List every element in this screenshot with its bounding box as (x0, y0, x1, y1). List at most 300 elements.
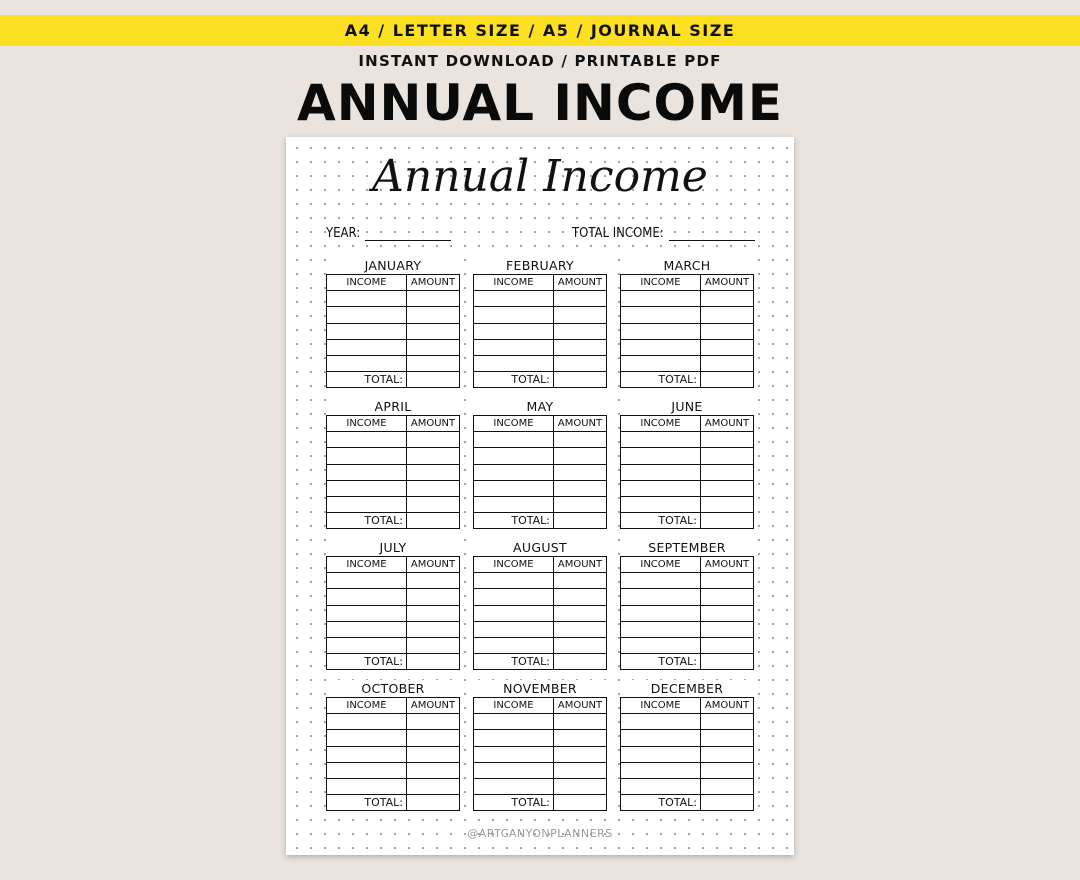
total-label: TOTAL: (327, 795, 407, 811)
income-cell (621, 714, 701, 730)
table-row (474, 589, 607, 605)
amount-column-header: AMOUNT (554, 557, 607, 573)
income-cell (327, 621, 407, 637)
total-row (474, 372, 607, 388)
income-cell (621, 448, 701, 464)
table-row (474, 637, 607, 653)
amount-cell (407, 448, 460, 464)
table-row (327, 496, 460, 512)
income-cell (327, 589, 407, 605)
amount-cell (554, 355, 607, 371)
month-block-september (620, 539, 754, 670)
amount-cell (554, 480, 607, 496)
income-cell (621, 432, 701, 448)
amount-cell (407, 464, 460, 480)
income-cell (621, 605, 701, 621)
table-row (327, 714, 460, 730)
table-header-row (621, 698, 754, 714)
month-block-may (473, 398, 607, 529)
table-row (327, 762, 460, 778)
amount-cell (701, 621, 754, 637)
year-field (326, 226, 451, 241)
total-amount-cell (701, 372, 754, 388)
total-amount-cell (554, 795, 607, 811)
income-column-header: INCOME (621, 275, 701, 291)
amount-cell (554, 589, 607, 605)
amount-cell (701, 762, 754, 778)
amount-cell (554, 339, 607, 355)
income-column-header: INCOME (327, 698, 407, 714)
month-block-november (473, 680, 607, 811)
amount-cell (407, 746, 460, 762)
income-cell (474, 464, 554, 480)
amount-cell (701, 589, 754, 605)
income-cell (327, 307, 407, 323)
income-cell (327, 605, 407, 621)
table-row (474, 746, 607, 762)
month-block-june (620, 398, 754, 529)
table-row (621, 307, 754, 323)
table-row (474, 464, 607, 480)
table-row (327, 778, 460, 794)
income-cell (327, 714, 407, 730)
subtitle: INSTANT DOWNLOAD / PRINTABLE PDF (358, 52, 722, 70)
table-row (327, 464, 460, 480)
watermark: @ARTCANYONPLANNERS (467, 827, 613, 840)
table-header-row (621, 557, 754, 573)
table-row (621, 762, 754, 778)
amount-cell (701, 307, 754, 323)
table-row (327, 730, 460, 746)
amount-cell (554, 307, 607, 323)
income-cell (474, 432, 554, 448)
month-block-january (326, 257, 460, 388)
income-cell (621, 480, 701, 496)
amount-cell (407, 480, 460, 496)
amount-cell (701, 355, 754, 371)
amount-column-header: AMOUNT (407, 275, 460, 291)
income-cell (474, 448, 554, 464)
table-row (474, 339, 607, 355)
amount-cell (701, 464, 754, 480)
amount-cell (407, 730, 460, 746)
income-column-header: INCOME (621, 698, 701, 714)
total-label: TOTAL: (621, 372, 701, 388)
amount-cell (701, 339, 754, 355)
table-header-row (621, 275, 754, 291)
amount-cell (701, 480, 754, 496)
income-cell (474, 323, 554, 339)
month-table (620, 274, 754, 388)
total-amount-cell (407, 513, 460, 529)
total-income-label: TOTAL INCOME: (572, 226, 664, 241)
income-cell (327, 762, 407, 778)
amount-cell (701, 573, 754, 589)
amount-cell (407, 291, 460, 307)
amount-cell (701, 605, 754, 621)
month-block-december (620, 680, 754, 811)
income-cell (327, 573, 407, 589)
amount-cell (407, 605, 460, 621)
month-name: FEBRUARY (473, 257, 607, 274)
income-column-header: INCOME (474, 275, 554, 291)
table-row (474, 605, 607, 621)
amount-cell (554, 573, 607, 589)
month-name: JUNE (620, 398, 754, 415)
income-column-header: INCOME (474, 416, 554, 432)
top-banner (0, 15, 1080, 46)
table-row (474, 730, 607, 746)
income-column-header: INCOME (621, 557, 701, 573)
total-amount-cell (407, 372, 460, 388)
income-cell (474, 480, 554, 496)
table-row (621, 573, 754, 589)
table-header-row (474, 698, 607, 714)
total-label: TOTAL: (474, 372, 554, 388)
income-cell (474, 714, 554, 730)
month-name: APRIL (326, 398, 460, 415)
month-name: AUGUST (473, 539, 607, 556)
income-column-header: INCOME (327, 416, 407, 432)
table-row (621, 448, 754, 464)
total-row (621, 513, 754, 529)
income-cell (621, 589, 701, 605)
income-cell (327, 464, 407, 480)
income-cell (474, 291, 554, 307)
income-cell (621, 573, 701, 589)
income-cell (327, 339, 407, 355)
total-amount-cell (554, 654, 607, 670)
amount-column-header: AMOUNT (407, 416, 460, 432)
income-cell (327, 480, 407, 496)
income-column-header: INCOME (327, 557, 407, 573)
table-row (327, 323, 460, 339)
income-cell (474, 621, 554, 637)
income-cell (327, 355, 407, 371)
table-row (474, 714, 607, 730)
table-row (474, 778, 607, 794)
total-label: TOTAL: (327, 654, 407, 670)
table-row (327, 448, 460, 464)
sheet-title: Annual Income (372, 151, 708, 202)
amount-cell (407, 573, 460, 589)
total-income-line (669, 228, 755, 241)
banner-text: A4 / LETTER SIZE / A5 / JOURNAL SIZE (344, 21, 736, 40)
amount-cell (407, 762, 460, 778)
amount-cell (407, 621, 460, 637)
total-label: TOTAL: (474, 513, 554, 529)
table-row (327, 621, 460, 637)
amount-cell (701, 746, 754, 762)
amount-cell (407, 589, 460, 605)
income-cell (474, 339, 554, 355)
amount-column-header: AMOUNT (701, 416, 754, 432)
income-cell (621, 730, 701, 746)
total-row (621, 372, 754, 388)
table-row (621, 355, 754, 371)
total-label: TOTAL: (621, 654, 701, 670)
table-row (621, 730, 754, 746)
amount-cell (554, 637, 607, 653)
total-row (327, 654, 460, 670)
month-name: JANUARY (326, 257, 460, 274)
income-cell (621, 762, 701, 778)
income-cell (327, 778, 407, 794)
amount-cell (701, 496, 754, 512)
month-name: MARCH (620, 257, 754, 274)
table-header-row (327, 275, 460, 291)
table-header-row (621, 416, 754, 432)
month-table (620, 415, 754, 529)
amount-column-header: AMOUNT (701, 275, 754, 291)
table-row (474, 573, 607, 589)
planner-sheet (286, 137, 794, 855)
amount-cell (554, 778, 607, 794)
table-row (474, 307, 607, 323)
month-table (326, 415, 460, 529)
month-name: MAY (473, 398, 607, 415)
amount-cell (701, 323, 754, 339)
income-cell (327, 291, 407, 307)
total-row (474, 513, 607, 529)
amount-cell (407, 714, 460, 730)
amount-cell (554, 605, 607, 621)
income-column-header: INCOME (474, 698, 554, 714)
total-amount-cell (554, 513, 607, 529)
month-table (620, 697, 754, 811)
amount-cell (407, 778, 460, 794)
amount-cell (554, 714, 607, 730)
income-column-header: INCOME (327, 275, 407, 291)
income-cell (621, 621, 701, 637)
table-header-row (327, 557, 460, 573)
income-column-header: INCOME (474, 557, 554, 573)
table-row (621, 621, 754, 637)
table-row (621, 339, 754, 355)
month-block-april (326, 398, 460, 529)
table-row (621, 637, 754, 653)
total-row (621, 654, 754, 670)
table-row (327, 355, 460, 371)
month-block-august (473, 539, 607, 670)
total-label: TOTAL: (474, 654, 554, 670)
month-block-march (620, 257, 754, 388)
total-label: TOTAL: (621, 795, 701, 811)
amount-cell (554, 291, 607, 307)
month-table (473, 556, 607, 670)
table-row (621, 464, 754, 480)
amount-cell (554, 464, 607, 480)
table-row (621, 432, 754, 448)
month-block-february (473, 257, 607, 388)
income-cell (621, 746, 701, 762)
table-row (327, 307, 460, 323)
income-cell (474, 637, 554, 653)
amount-cell (554, 762, 607, 778)
table-row (474, 496, 607, 512)
table-row (621, 746, 754, 762)
income-cell (474, 589, 554, 605)
table-row (474, 291, 607, 307)
month-name: NOVEMBER (473, 680, 607, 697)
amount-column-header: AMOUNT (701, 698, 754, 714)
amount-cell (407, 307, 460, 323)
income-cell (327, 432, 407, 448)
table-row (327, 637, 460, 653)
total-row (474, 654, 607, 670)
amount-cell (407, 339, 460, 355)
table-row (621, 496, 754, 512)
income-cell (474, 778, 554, 794)
total-row (621, 795, 754, 811)
income-cell (621, 307, 701, 323)
total-label: TOTAL: (327, 372, 407, 388)
total-amount-cell (701, 795, 754, 811)
amount-column-header: AMOUNT (554, 275, 607, 291)
total-amount-cell (701, 513, 754, 529)
income-cell (621, 291, 701, 307)
amount-column-header: AMOUNT (407, 557, 460, 573)
income-cell (621, 323, 701, 339)
total-label: TOTAL: (327, 513, 407, 529)
income-cell (327, 637, 407, 653)
total-amount-cell (701, 654, 754, 670)
income-cell (327, 448, 407, 464)
table-row (474, 355, 607, 371)
income-cell (474, 573, 554, 589)
table-row (474, 323, 607, 339)
table-row (621, 589, 754, 605)
month-block-october (326, 680, 460, 811)
amount-cell (554, 432, 607, 448)
table-header-row (474, 275, 607, 291)
income-cell (474, 355, 554, 371)
table-row (474, 621, 607, 637)
amount-cell (701, 448, 754, 464)
amount-column-header: AMOUNT (407, 698, 460, 714)
amount-cell (554, 448, 607, 464)
month-block-july (326, 539, 460, 670)
income-cell (621, 339, 701, 355)
month-name: SEPTEMBER (620, 539, 754, 556)
income-cell (327, 323, 407, 339)
month-table (620, 556, 754, 670)
total-row (327, 372, 460, 388)
month-table (473, 274, 607, 388)
income-cell (474, 496, 554, 512)
amount-cell (554, 323, 607, 339)
amount-cell (407, 355, 460, 371)
month-table (326, 697, 460, 811)
table-header-row (474, 416, 607, 432)
amount-cell (701, 714, 754, 730)
amount-cell (554, 746, 607, 762)
table-row (474, 762, 607, 778)
amount-cell (701, 778, 754, 794)
table-row (327, 480, 460, 496)
total-label: TOTAL: (474, 795, 554, 811)
table-row (327, 589, 460, 605)
table-row (621, 714, 754, 730)
income-cell (621, 464, 701, 480)
amount-cell (407, 432, 460, 448)
month-table (473, 415, 607, 529)
table-row (474, 448, 607, 464)
amount-cell (701, 432, 754, 448)
table-row (327, 746, 460, 762)
table-row (474, 480, 607, 496)
amount-cell (554, 621, 607, 637)
amount-cell (701, 291, 754, 307)
table-row (327, 573, 460, 589)
income-cell (474, 605, 554, 621)
table-row (327, 339, 460, 355)
table-row (621, 323, 754, 339)
amount-column-header: AMOUNT (701, 557, 754, 573)
income-cell (327, 730, 407, 746)
amount-cell (554, 496, 607, 512)
income-cell (621, 637, 701, 653)
total-amount-cell (407, 654, 460, 670)
amount-column-header: AMOUNT (554, 698, 607, 714)
total-label: TOTAL: (621, 513, 701, 529)
total-row (474, 795, 607, 811)
table-row (621, 778, 754, 794)
income-cell (621, 778, 701, 794)
headline: ANNUAL INCOME (297, 74, 783, 132)
total-amount-cell (407, 795, 460, 811)
table-row (621, 291, 754, 307)
total-income-field (572, 226, 755, 241)
amount-cell (701, 637, 754, 653)
month-table (473, 697, 607, 811)
table-row (621, 480, 754, 496)
table-header-row (327, 416, 460, 432)
table-row (474, 432, 607, 448)
income-cell (474, 746, 554, 762)
income-cell (474, 307, 554, 323)
income-column-header: INCOME (621, 416, 701, 432)
month-name: JULY (326, 539, 460, 556)
total-row (327, 795, 460, 811)
table-header-row (327, 698, 460, 714)
table-row (327, 432, 460, 448)
month-name: DECEMBER (620, 680, 754, 697)
table-row (327, 291, 460, 307)
table-row (621, 605, 754, 621)
month-table (326, 274, 460, 388)
amount-cell (407, 323, 460, 339)
income-cell (474, 762, 554, 778)
amount-cell (407, 637, 460, 653)
year-line (365, 228, 451, 241)
income-cell (327, 746, 407, 762)
year-label: YEAR: (326, 226, 361, 241)
table-row (327, 605, 460, 621)
amount-cell (554, 730, 607, 746)
amount-cell (407, 496, 460, 512)
amount-cell (701, 730, 754, 746)
month-table (326, 556, 460, 670)
income-cell (327, 496, 407, 512)
month-name: OCTOBER (326, 680, 460, 697)
income-cell (474, 730, 554, 746)
table-header-row (474, 557, 607, 573)
amount-column-header: AMOUNT (554, 416, 607, 432)
total-amount-cell (554, 372, 607, 388)
income-cell (621, 355, 701, 371)
total-row (327, 513, 460, 529)
